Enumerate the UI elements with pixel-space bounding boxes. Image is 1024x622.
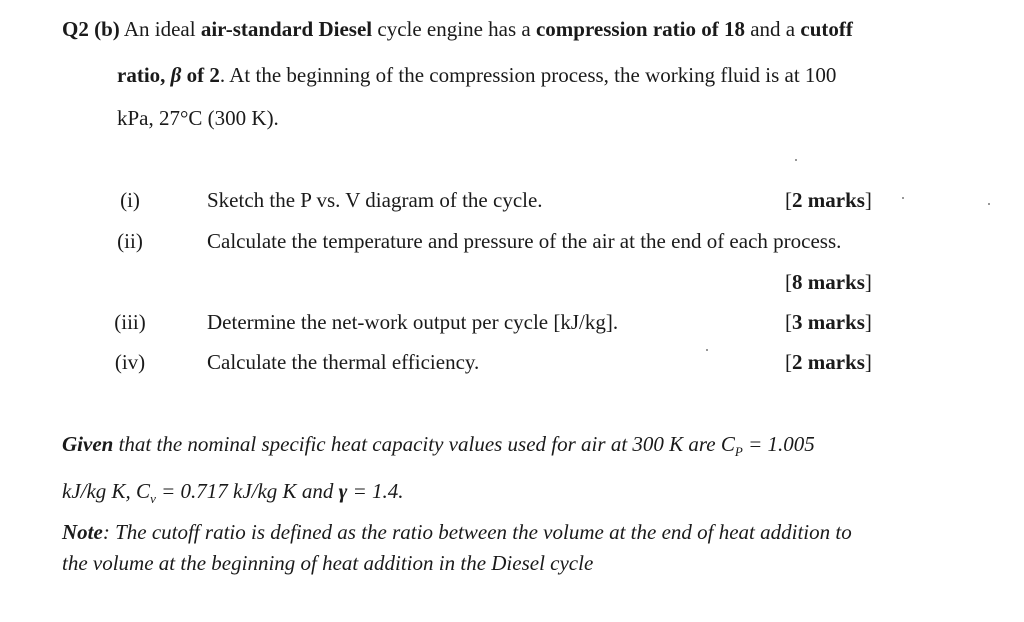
given-text: = 0.717 kJ/kg K and	[155, 479, 339, 503]
question-text: cycle engine has a	[372, 17, 536, 41]
note-keyword: Note	[62, 520, 103, 544]
given-text: that the nominal specific heat capacity values used for air at 300 K are C	[113, 432, 735, 456]
question-text: kPa, 27°C (300 K).	[117, 106, 279, 130]
bracket: ]	[864, 350, 872, 374]
note-line-2	[62, 550, 593, 576]
marks-label	[785, 309, 872, 335]
gamma-symbol: γ	[338, 479, 348, 503]
given-text: = 1.4.	[347, 479, 404, 503]
question-label: Q2 (b)	[62, 17, 120, 41]
bracket: ]	[864, 188, 872, 212]
marks-value: 2 marks	[792, 350, 865, 374]
marks-label	[785, 349, 872, 375]
scan-speck	[902, 197, 904, 199]
question-keyword: ratio,	[117, 63, 171, 87]
question-line-3	[117, 105, 279, 131]
question-keyword: cutoff	[800, 17, 853, 41]
given-text: = 1.005	[742, 432, 815, 456]
bracket: ]	[864, 270, 872, 294]
bracket: [	[785, 270, 792, 294]
bracket: [	[785, 310, 792, 334]
question-keyword: air-standard Diesel	[200, 17, 373, 41]
item-number: (ii)	[117, 229, 143, 253]
marks-value: 3 marks	[792, 310, 865, 334]
item-text: Determine the net-work output per cycle [kJ/kg].	[207, 310, 619, 334]
scan-speck	[706, 349, 708, 351]
cv-subscript: v	[150, 491, 156, 506]
marks-label	[785, 269, 872, 295]
item-text: Calculate the thermal efficiency.	[207, 350, 480, 374]
marks-value: 8 marks	[792, 270, 865, 294]
question-keyword: compression ratio of 18	[535, 17, 745, 41]
question-line-2	[117, 62, 836, 88]
given-keyword: Given	[62, 432, 114, 456]
bracket: [	[785, 350, 792, 374]
scan-speck	[988, 203, 990, 205]
bracket: ]	[864, 310, 872, 334]
item-text: Sketch the P vs. V diagram of the cycle.	[207, 188, 543, 212]
question-keyword: of 2	[181, 63, 220, 87]
note-text: the volume at the beginning of heat addition in the Diesel cycle	[62, 551, 594, 575]
bracket: [	[785, 188, 792, 212]
question-line-1	[62, 16, 853, 42]
item-text: Calculate the temperature and pressure of the air at the end of each process.	[207, 229, 842, 253]
given-line-2	[62, 478, 404, 507]
cp-subscript: P	[734, 444, 743, 459]
marks-label	[785, 187, 872, 213]
marks-value: 2 marks	[792, 188, 865, 212]
scan-speck	[795, 159, 797, 161]
question-text: . At the beginning of the compression process, the working fluid is at 100	[219, 63, 837, 87]
question-text: and a	[744, 17, 801, 41]
item-number: (i)	[120, 188, 140, 212]
beta-symbol: β	[170, 63, 182, 87]
given-text: kJ/kg K, C	[62, 479, 151, 503]
given-line-1	[62, 431, 815, 460]
question-text: An ideal	[119, 17, 201, 41]
note-text: : The cutoff ratio is defined as the ratio between the volume at the end of heat addition to	[102, 520, 852, 544]
item-number: (iv)	[114, 350, 146, 374]
note-line-1	[62, 519, 852, 545]
item-number: (iii)	[114, 310, 146, 334]
